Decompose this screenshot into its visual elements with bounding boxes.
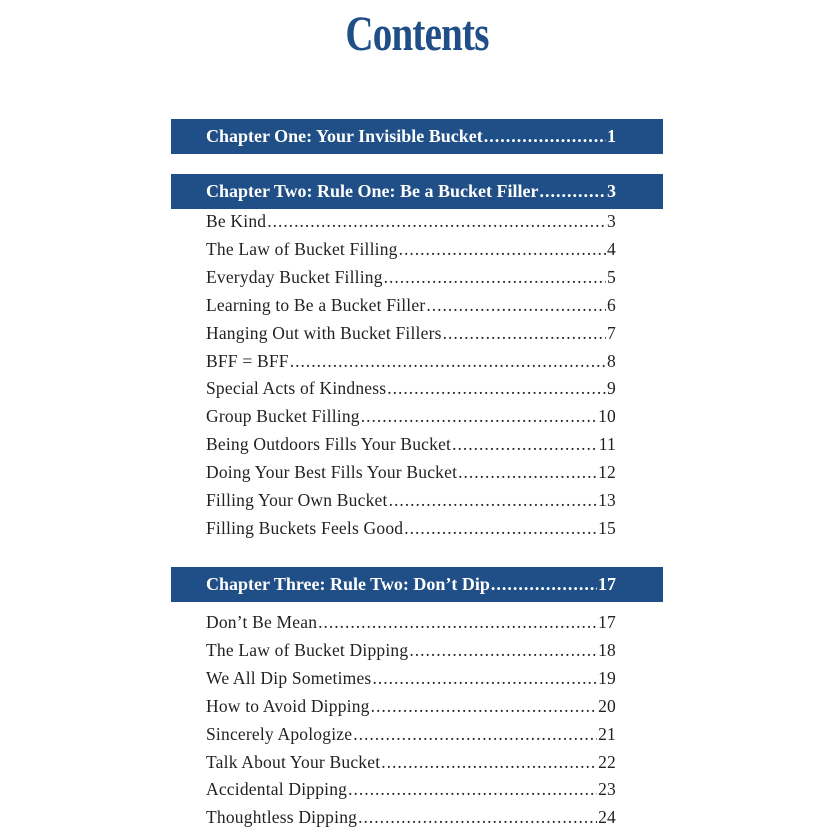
entry-title: BFF = BFF bbox=[206, 351, 289, 371]
chapter-heading-one[interactable] bbox=[171, 119, 663, 154]
entry-title: Thoughtless Dipping bbox=[206, 807, 358, 827]
entry-title: How to Avoid Dipping bbox=[206, 696, 370, 716]
entry-title: Learning to Be a Bucket Filler bbox=[206, 295, 426, 315]
leader-dots bbox=[484, 126, 606, 147]
toc-entry[interactable] bbox=[206, 779, 616, 805]
leader-dots bbox=[353, 724, 597, 745]
page-number: 13 bbox=[598, 490, 616, 510]
page-number: 24 bbox=[598, 807, 616, 827]
leader-dots bbox=[458, 462, 597, 483]
toc-entry[interactable] bbox=[206, 668, 616, 694]
leader-dots bbox=[384, 267, 606, 288]
page-number: 6 bbox=[607, 295, 616, 315]
page-number: 21 bbox=[598, 724, 616, 744]
leader-dots bbox=[361, 406, 597, 427]
page-number: 3 bbox=[607, 211, 616, 231]
leader-dots bbox=[371, 696, 597, 717]
page-number: 22 bbox=[598, 752, 616, 772]
entry-title: We All Dip Sometimes bbox=[206, 668, 372, 688]
entry-title: Talk About Your Bucket bbox=[206, 752, 381, 772]
leader-dots bbox=[426, 295, 606, 316]
page-number: 19 bbox=[598, 668, 616, 688]
toc-entry[interactable] bbox=[206, 406, 616, 432]
toc-entry[interactable] bbox=[206, 323, 616, 349]
page-number: 8 bbox=[607, 351, 616, 371]
leader-dots bbox=[409, 640, 597, 661]
toc-entry[interactable] bbox=[206, 490, 616, 516]
leader-dots bbox=[290, 351, 606, 372]
leader-dots bbox=[443, 323, 606, 344]
entry-title: Be Kind bbox=[206, 211, 267, 231]
page-number: 15 bbox=[598, 518, 616, 538]
leader-dots bbox=[387, 378, 606, 399]
page-number: 12 bbox=[598, 462, 616, 482]
entry-title: Everyday Bucket Filling bbox=[206, 267, 383, 287]
leader-dots bbox=[372, 668, 597, 689]
entry-title: Sincerely Apologize bbox=[206, 724, 353, 744]
page-number: 17 bbox=[598, 574, 616, 594]
leader-dots bbox=[452, 434, 598, 455]
entry-title: Filling Buckets Feels Good bbox=[206, 518, 404, 538]
entry-title: Don’t Be Mean bbox=[206, 612, 318, 632]
toc-entry[interactable] bbox=[206, 239, 616, 265]
leader-dots bbox=[348, 779, 597, 800]
chapter-heading-three[interactable] bbox=[171, 567, 663, 602]
toc-entry[interactable] bbox=[206, 612, 616, 638]
leader-dots bbox=[399, 239, 606, 260]
entry-title: Special Acts of Kindness bbox=[206, 378, 387, 398]
toc-entry[interactable] bbox=[206, 724, 616, 750]
page-number: 18 bbox=[598, 640, 616, 660]
entry-title: The Law of Bucket Filling bbox=[206, 239, 398, 259]
toc-entry[interactable] bbox=[206, 267, 616, 293]
leader-dots bbox=[404, 518, 597, 539]
toc-entry[interactable] bbox=[206, 434, 616, 460]
toc-entry[interactable] bbox=[206, 462, 616, 488]
leader-dots bbox=[318, 612, 597, 633]
entry-title: Being Outdoors Fills Your Bucket bbox=[206, 434, 452, 454]
entry-title: Doing Your Best Fills Your Bucket bbox=[206, 462, 458, 482]
page-number: 7 bbox=[607, 323, 616, 343]
toc-entry[interactable] bbox=[206, 518, 616, 544]
page-number: 11 bbox=[598, 434, 616, 454]
toc-entry[interactable] bbox=[206, 378, 616, 404]
entry-title: The Law of Bucket Dipping bbox=[206, 640, 409, 660]
page-number: 1 bbox=[607, 126, 616, 146]
chapter-title: Chapter One: Your Invisible Bucket bbox=[206, 126, 483, 146]
page-title: Contents bbox=[345, 5, 489, 61]
chapter-heading-two[interactable] bbox=[171, 174, 663, 209]
page-number: 23 bbox=[598, 779, 616, 799]
page-number: 17 bbox=[598, 612, 616, 632]
leader-dots bbox=[491, 574, 597, 595]
entry-title: Accidental Dipping bbox=[206, 779, 348, 799]
toc-entry[interactable] bbox=[206, 295, 616, 321]
entry-title: Group Bucket Filling bbox=[206, 406, 360, 426]
toc-entry[interactable] bbox=[206, 752, 616, 778]
toc-entry[interactable] bbox=[206, 640, 616, 666]
toc-entry[interactable] bbox=[206, 807, 616, 833]
page-number: 5 bbox=[607, 267, 616, 287]
entry-title: Filling Your Own Bucket bbox=[206, 490, 388, 510]
page-number: 10 bbox=[598, 406, 616, 426]
page-number: 9 bbox=[607, 378, 616, 398]
leader-dots bbox=[267, 211, 606, 232]
page-number: 20 bbox=[598, 696, 616, 716]
leader-dots bbox=[358, 807, 597, 828]
chapter-title: Chapter Two: Rule One: Be a Bucket Filler bbox=[206, 181, 539, 201]
toc-entry[interactable] bbox=[206, 696, 616, 722]
chapter-title: Chapter Three: Rule Two: Don’t Dip bbox=[206, 574, 490, 594]
toc-entry[interactable] bbox=[206, 211, 616, 237]
page-number: 4 bbox=[607, 239, 616, 259]
leader-dots bbox=[381, 752, 597, 773]
toc-entry[interactable] bbox=[206, 351, 616, 377]
leader-dots bbox=[389, 490, 598, 511]
entry-title: Hanging Out with Bucket Fillers bbox=[206, 323, 442, 343]
leader-dots bbox=[539, 181, 606, 202]
page-number: 3 bbox=[607, 181, 616, 201]
